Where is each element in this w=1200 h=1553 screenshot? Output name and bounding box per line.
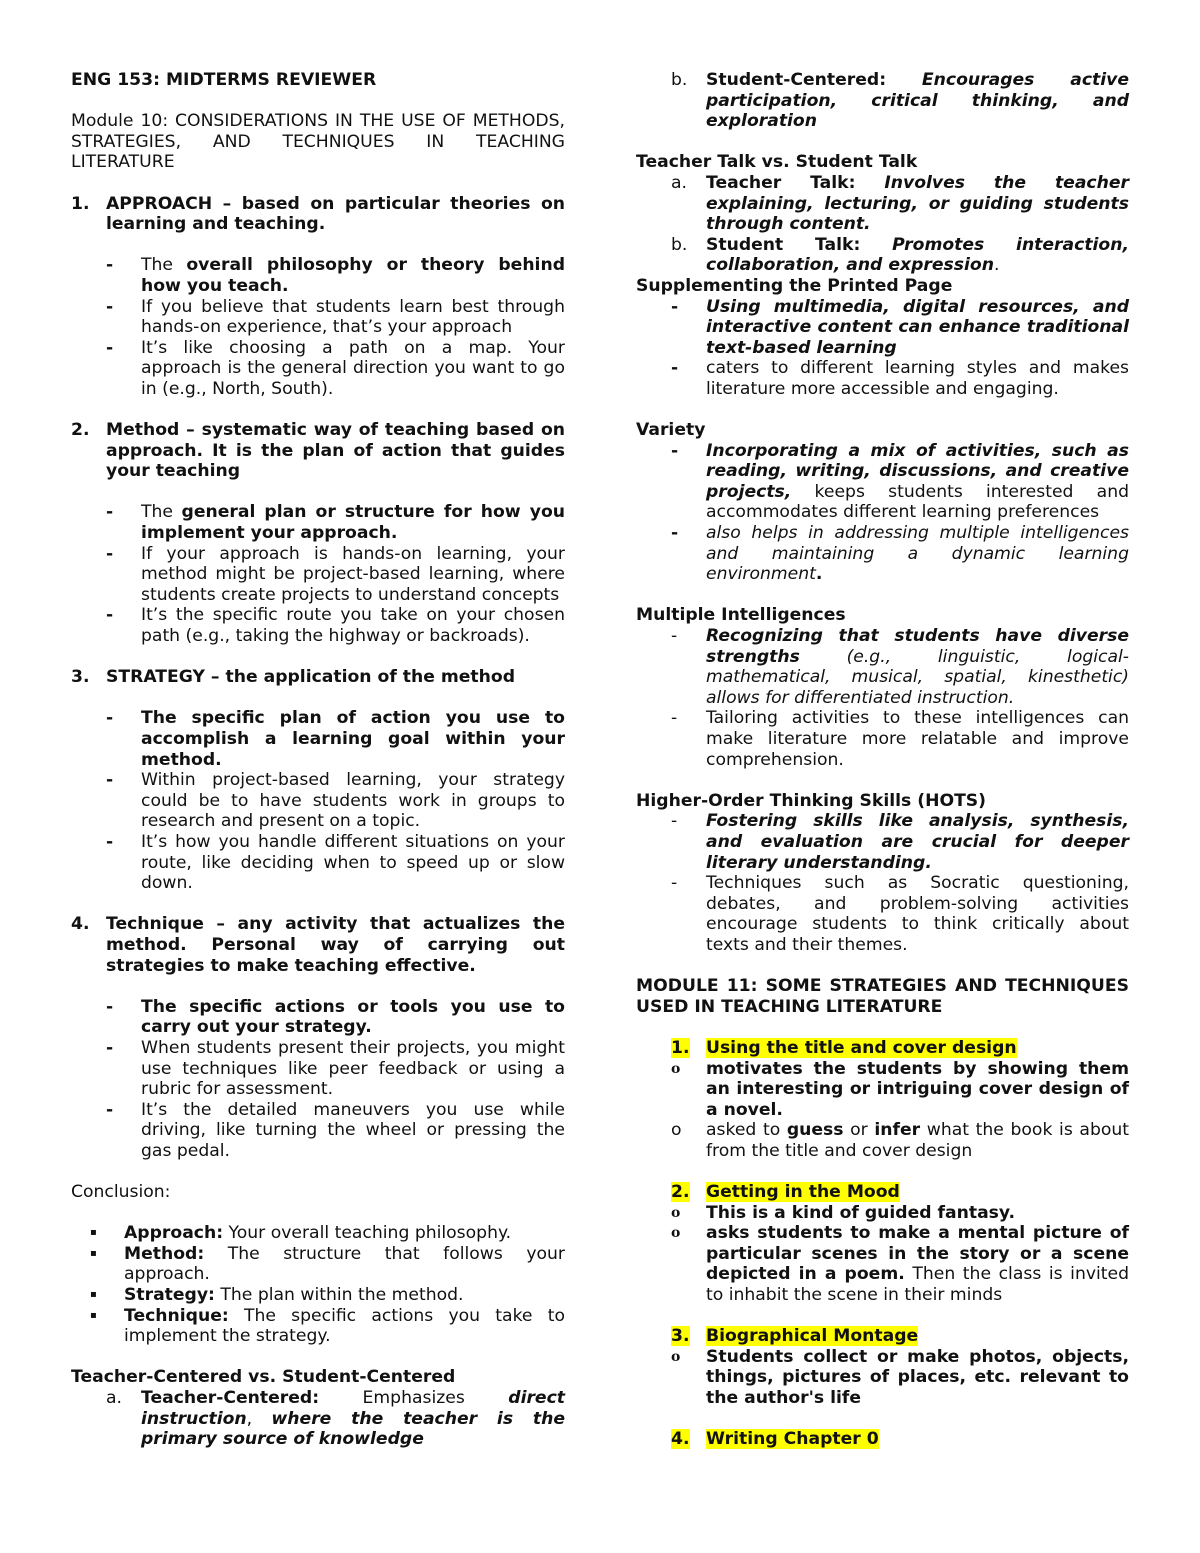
text-run: Within project-based learning, your strategy could be to have students work in groups to research and present on a topic.: [141, 770, 565, 832]
list-item: [636, 811, 1129, 873]
item-heading-text: STRATEGY – the application of the method: [106, 667, 515, 688]
text-run: Fostering skills like analysis, synthesis, and evaluation are crucial for deeper literary understanding.: [706, 811, 1129, 873]
list-item-text: [141, 297, 565, 338]
spacer: [71, 482, 565, 503]
bullet-marker: -: [106, 1037, 114, 1058]
text-run: asks students to make a mental picture of particular scenes in the story or a scene depicted in a poem.: [706, 1223, 1129, 1285]
highlight: Using the title and cover design: [706, 1037, 1017, 1058]
variety-list: [636, 441, 1129, 585]
list-item: [636, 235, 1129, 276]
text-run: Teacher-Centered:: [141, 1388, 320, 1408]
highlight: 1.: [671, 1037, 690, 1058]
sub-list-item: [106, 255, 565, 296]
list-item: [636, 358, 1129, 399]
module-11-items: [636, 1038, 1129, 1450]
list-item-text: [706, 708, 1129, 770]
text-run: It’s the specific route you take on your chosen path (e.g., taking the highway or backroads).: [141, 605, 565, 647]
mi-list: [636, 626, 1129, 770]
spacer: [636, 1161, 1129, 1182]
item-number: 4.: [71, 914, 90, 935]
item-number: 1.: [71, 193, 90, 214]
sub-list-item: [106, 708, 565, 770]
sub-list-item: [106, 1100, 565, 1162]
bullet-marker: -: [106, 296, 114, 317]
strategy-title: [706, 1182, 900, 1203]
bullet-marker: o: [671, 1348, 681, 1365]
list-item: [636, 626, 1129, 708]
strategy-number: [671, 1429, 706, 1450]
sub-list-item: [106, 997, 565, 1038]
sub-list-item: [106, 832, 565, 894]
numbered-item-heading: [71, 667, 565, 688]
text-run: asked to: [706, 1120, 787, 1141]
spacer: [71, 976, 565, 997]
text-run: guess: [786, 1120, 844, 1141]
module-10-heading: Module 10: CONSIDERATIONS IN THE USE OF METHODS, STRATEGIES, AND TECHNIQUES IN TEACHING LITERATURE: [71, 111, 565, 173]
supp-heading: Supplementing the Printed Page: [636, 275, 953, 296]
document-title: ENG 153: MIDTERMS REVIEWER: [71, 70, 377, 90]
text-run: The: [141, 255, 187, 276]
text-run: Teacher Talk:: [706, 172, 885, 193]
sub-list: [71, 997, 565, 1162]
square-bullet: ▪: [90, 1289, 97, 1301]
strategy-detail: [636, 1347, 1129, 1409]
module-11-heading: MODULE 11: SOME STRATEGIES AND TECHNIQUES USED IN TEACHING LITERATURE: [636, 976, 1129, 1017]
bullet-marker: -: [106, 502, 114, 523]
text-run: keeps students interested and accommodates different learning preferences: [706, 481, 1129, 523]
sub-list: [71, 255, 565, 399]
spacer: [71, 688, 565, 709]
text-run: direct instruction: [141, 1388, 565, 1429]
bullet-marker: -: [671, 708, 678, 729]
bullet-marker: o: [671, 1225, 681, 1242]
tt-heading: Teacher Talk vs. Student Talk: [636, 152, 918, 173]
module-10-items: [71, 194, 565, 1183]
strategy-detail: [636, 1223, 1129, 1305]
item-number: 3.: [71, 667, 90, 688]
conclusion-item: [72, 1223, 565, 1244]
text-run: Emphasizes: [319, 1388, 509, 1408]
text-run: It’s how you handle different situations on your route, like deciding when to speed up or slow down.: [141, 831, 565, 894]
bullet-marker: -: [671, 811, 678, 832]
spacer: [636, 1409, 1129, 1430]
conclusion-term: Approach:: [124, 1223, 224, 1244]
list-item-text: [141, 1388, 565, 1450]
bullet-marker: -: [106, 605, 114, 626]
list-item: [636, 297, 1129, 359]
conclusion-item: [72, 1285, 565, 1306]
strategy-heading: [636, 1326, 1129, 1347]
conclusion-term: Technique:: [124, 1305, 229, 1326]
strategy-number: [671, 1038, 706, 1059]
tc-heading: Teacher-Centered vs. Student-Centered: [71, 1367, 456, 1388]
list-item-text: [706, 626, 1129, 708]
text-run: The specific plan of action you use to accomplish a learning goal within your method.: [141, 708, 565, 770]
spacer: [71, 400, 565, 421]
conclusion-text: [124, 1285, 565, 1306]
list-item: [636, 173, 1129, 235]
strategy-number: [671, 1182, 706, 1203]
list-item-text: [141, 544, 565, 606]
list-item: [636, 523, 1129, 585]
text-run: Promotes interaction, collaboration, and expression: [706, 234, 1130, 276]
bullet-marker: o: [671, 1204, 681, 1221]
highlight: 4.: [671, 1429, 690, 1450]
text-run: .: [993, 255, 1000, 276]
text-run: Recognizing that students have diverse strengths: [706, 626, 1129, 667]
list-item-text: [706, 235, 1129, 276]
conclusion-term: Method:: [124, 1243, 205, 1264]
list-item-text: [706, 441, 1129, 523]
bullet-marker: a.: [671, 172, 687, 193]
text-run: Students collect or make photos, objects, things, pictures of places, etc. relevant to the author's life: [706, 1346, 1129, 1408]
hots-list: [636, 811, 1129, 955]
text-run: Student-Centered:: [706, 70, 922, 90]
text-run: general plan or structure for how you implement your approach.: [141, 502, 565, 544]
sub-list-item: [106, 297, 565, 338]
text-run: If your approach is hands-on learning, your method might be project-based learning, where students create projects to understand concepts: [141, 543, 565, 605]
text-run: Techniques such as Socratic questioning, debates, and problem-solving activities encourage students to think critically about texts and their themes.: [706, 873, 1129, 955]
conclusion-definition: The structure that follows your approach.: [124, 1243, 565, 1285]
text-run: ,: [246, 1408, 272, 1429]
list-item-text: [706, 1347, 1129, 1409]
strategy-title: [706, 1326, 918, 1347]
list-item-text: [141, 502, 565, 543]
variety-heading: Variety: [636, 420, 706, 441]
text-run: This is a kind of guided fantasy.: [706, 1202, 1016, 1223]
supp-list: [636, 297, 1129, 400]
bullet-marker: -: [671, 523, 679, 544]
bullet-marker: -: [106, 831, 114, 852]
conclusion-item: [72, 1306, 565, 1347]
bullet-marker: b.: [671, 234, 688, 255]
list-item-text: [706, 70, 1129, 132]
spacer: [636, 1306, 1129, 1327]
bullet-marker: -: [671, 440, 679, 461]
text-run: It’s the detailed maneuvers you use while driving, like turning the wheel or pressing the gas pedal.: [141, 1099, 565, 1161]
list-item-text: [141, 997, 565, 1038]
list-item-text: [706, 873, 1129, 955]
bullet-marker: o: [671, 1060, 681, 1077]
highlight: Writing Chapter 0: [706, 1429, 879, 1450]
strategy-detail: [636, 1203, 1129, 1224]
text-run: Involves the teacher explaining, lecturing, or guiding students through content.: [706, 172, 1129, 235]
list-item-text: [706, 1059, 1129, 1121]
list-item-text: [706, 811, 1129, 873]
text-run: Using multimedia, digital resources, and interactive content can enhance traditional text-based learning: [706, 296, 1129, 358]
bullet-marker: -: [106, 1099, 114, 1120]
text-run: (e.g., linguistic, logical-mathematical, musical, spatial, kinesthetic) allows for differentiated instruction.: [706, 646, 1129, 708]
bullet-marker: -: [106, 255, 114, 276]
list-item-text: [706, 1223, 1129, 1305]
bullet-marker: -: [106, 770, 114, 791]
list-item-text: [141, 338, 565, 400]
text-run: caters to different learning styles and makes literature more accessible and engaging.: [706, 358, 1129, 399]
strategy-number: [671, 1326, 706, 1347]
sub-list: [71, 502, 565, 646]
highlight: Getting in the Mood: [706, 1182, 900, 1203]
list-item-text: [706, 523, 1129, 585]
bullet-marker: o: [671, 1120, 682, 1141]
list-item-text: [141, 605, 565, 646]
list-item: [636, 441, 1129, 523]
text-run: Then the class is invited to inhabit the scene in their minds: [706, 1264, 1130, 1306]
text-run: where the teacher is the primary source of knowledge: [141, 1408, 565, 1450]
text-run: It’s like choosing a path on a map. Your approach is the general direction you want to go in (e.g., North, South).: [141, 337, 565, 399]
list-item-text: [706, 173, 1129, 235]
text-run: The: [141, 502, 182, 523]
list-item-text: [141, 708, 565, 770]
right-column: [636, 70, 1129, 1450]
list-item-text: [706, 358, 1129, 399]
numbered-item-heading: [71, 194, 565, 235]
text-run: or: [843, 1120, 875, 1141]
item-heading-text: Technique – any activity that actualizes the method. Personal way of carrying out strategies to make teaching effective.: [106, 914, 565, 976]
strategy-detail: [636, 1059, 1129, 1121]
tc-list: [71, 1388, 565, 1450]
strategy-heading: [636, 1182, 1129, 1203]
list-item-text: [141, 832, 565, 894]
text-run: also helps in addressing multiple intelligences and maintaining a dynamic learning environment: [706, 523, 1129, 585]
conclusion-definition: The specific actions you take to implement the strategy.: [124, 1305, 565, 1347]
conclusion-text: [124, 1306, 565, 1347]
text-run: When students present their projects, you might use techniques like peer feedback or using a rubric for assessment.: [141, 1037, 565, 1100]
text-run: .: [815, 564, 823, 585]
item-number: 2.: [71, 420, 90, 441]
spacer: [71, 1161, 565, 1182]
text-run: The specific actions or tools you use to carry out your strategy.: [141, 996, 565, 1038]
left-column: [71, 70, 565, 1450]
strategy-heading: [636, 1429, 1129, 1450]
square-bullet: ▪: [90, 1309, 97, 1321]
list-item: [636, 873, 1129, 955]
sub-list-item: [106, 1038, 565, 1100]
hots-heading: Higher-Order Thinking Skills (HOTS): [636, 790, 987, 811]
text-run: Student Talk:: [706, 234, 893, 255]
bullet-marker: -: [106, 996, 114, 1017]
sub-list-item: [106, 502, 565, 543]
conclusion-list: [71, 1223, 565, 1347]
list-item-text: [141, 255, 565, 296]
mi-heading: Multiple Intelligences: [636, 605, 846, 626]
bullet-marker: a.: [106, 1388, 122, 1408]
conclusion-definition: The plan within the method.: [214, 1285, 464, 1306]
bullet-marker: b.: [671, 70, 688, 90]
bullet-marker: -: [671, 358, 679, 379]
spacer: [71, 647, 565, 668]
conclusion-label: Conclusion:: [71, 1182, 171, 1203]
numbered-item-heading: [71, 420, 565, 482]
item-heading-text: APPROACH – based on particular theories on learning and teaching.: [106, 193, 565, 235]
list-item-text: [141, 770, 565, 832]
text-run: motivates the students by showing them an interesting or intriguing cover design of a novel.: [706, 1058, 1129, 1120]
text-run: what the book is about from the title and cover design: [706, 1120, 1130, 1161]
sub-list: [71, 708, 565, 893]
list-item-text: [706, 1120, 1129, 1161]
highlight: Biographical Montage: [706, 1326, 919, 1347]
bullet-marker: -: [106, 543, 114, 564]
strategy-detail: [636, 1120, 1129, 1161]
text-run: Encourages active participation, critical thinking, and exploration: [706, 70, 1129, 132]
list-item-text: [706, 1203, 1129, 1224]
strategy-title: [706, 1038, 1017, 1059]
bullet-marker: -: [671, 296, 679, 317]
highlight: 2.: [671, 1182, 690, 1203]
strategy-title: [706, 1429, 879, 1450]
spacer: [71, 894, 565, 915]
spacer: [71, 235, 565, 256]
text-run: infer: [874, 1120, 921, 1141]
conclusion-definition: Your overall teaching philosophy.: [223, 1223, 512, 1244]
list-item: [636, 708, 1129, 770]
numbered-item-heading: [71, 914, 565, 976]
strategy-heading: [636, 1038, 1129, 1059]
text-run: If you believe that students learn best through hands-on experience, that’s your approach: [141, 296, 565, 338]
text-run: Incorporating a mix of activities, such as reading, writing, discussions, and creative projects,: [706, 440, 1129, 502]
tc-item-b: [636, 70, 1129, 132]
sub-list-item: [106, 544, 565, 606]
sub-list-item: [106, 770, 565, 832]
text-run: Tailoring activities to these intelligences can make literature more relatable and improve comprehension.: [706, 708, 1129, 770]
square-bullet: ▪: [90, 1227, 97, 1239]
list-item-text: [141, 1100, 565, 1162]
conclusion-text: [124, 1244, 565, 1285]
text-run: overall philosophy or theory behind how you teach.: [141, 255, 565, 296]
bullet-marker: -: [671, 873, 678, 894]
conclusion-text: [124, 1223, 565, 1244]
bullet-marker: -: [106, 708, 114, 729]
conclusion-term: Strategy:: [124, 1285, 215, 1306]
tt-list: [636, 173, 1129, 276]
item-heading-text: Method – systematic way of teaching based on approach. It is the plan of action that guides your teaching: [106, 420, 565, 482]
tc-list-continued: [636, 70, 1129, 132]
bullet-marker: -: [671, 626, 678, 647]
highlight: 3.: [671, 1326, 690, 1347]
list-item-text: [141, 1038, 565, 1100]
sub-list-item: [106, 605, 565, 646]
bullet-marker: -: [106, 337, 114, 358]
tc-item-a: [71, 1388, 565, 1450]
square-bullet: ▪: [90, 1247, 97, 1259]
sub-list-item: [106, 338, 565, 400]
list-item-text: [706, 297, 1129, 359]
conclusion-item: [72, 1244, 565, 1285]
